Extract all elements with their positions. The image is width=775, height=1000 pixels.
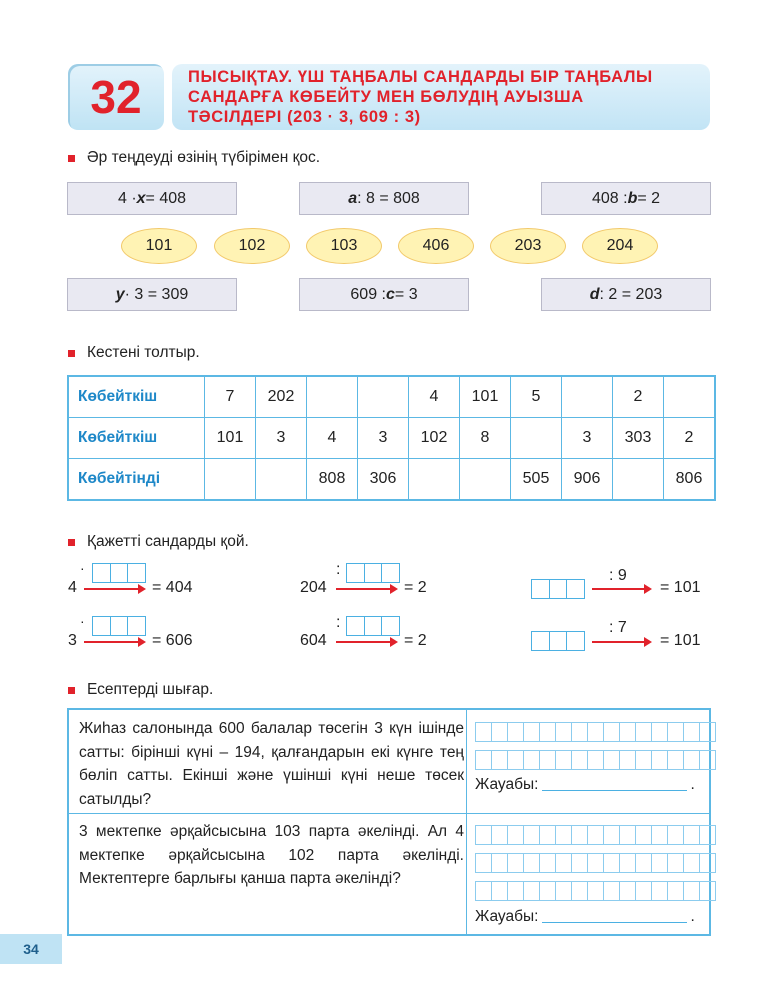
- table-cell: 5: [511, 376, 562, 418]
- answer-dot: .: [690, 776, 695, 793]
- grid-cell[interactable]: [635, 750, 652, 770]
- grid-cell[interactable]: [683, 881, 700, 901]
- answer-box[interactable]: [110, 616, 129, 636]
- arrow-task-start: 3: [68, 632, 77, 649]
- empty-cell[interactable]: [358, 376, 409, 418]
- grid-cell[interactable]: [635, 853, 652, 873]
- solution-grid-row[interactable]: [475, 881, 715, 901]
- answer-box[interactable]: [127, 616, 146, 636]
- arrow-task-op: : 7: [609, 619, 627, 636]
- grid-cell[interactable]: [603, 853, 620, 873]
- grid-cell[interactable]: [651, 881, 668, 901]
- table-cell: 808: [307, 459, 358, 501]
- grid-cell[interactable]: [507, 750, 524, 770]
- empty-cell[interactable]: [205, 459, 256, 501]
- grid-cell[interactable]: [571, 853, 588, 873]
- arrow-icon: [84, 641, 144, 643]
- solution-grid-row[interactable]: [475, 853, 715, 873]
- empty-cell[interactable]: [307, 376, 358, 418]
- answer-box[interactable]: [110, 563, 129, 583]
- table-cell: 2: [664, 418, 716, 459]
- grid-cell[interactable]: [539, 853, 556, 873]
- eq-part: · 3 = 309: [124, 285, 189, 303]
- grid-cell[interactable]: [555, 881, 572, 901]
- arrow-task-result: = 101: [660, 632, 701, 649]
- eq-part: = 408: [145, 189, 187, 207]
- answer-box[interactable]: [549, 579, 568, 599]
- task4-instruction-text: Есептерді шығар.: [87, 681, 214, 698]
- answer-box[interactable]: [127, 563, 146, 583]
- grid-cell[interactable]: [523, 722, 540, 742]
- grid-cell[interactable]: [523, 881, 540, 901]
- grid-cell[interactable]: [507, 722, 524, 742]
- task1-instruction-text: Әр теңдеуді өзінің түбірімен қос.: [87, 149, 321, 166]
- answer-box[interactable]: [92, 563, 111, 583]
- arrow-task-start: 4: [68, 579, 77, 596]
- grid-cell[interactable]: [571, 881, 588, 901]
- grid-cell[interactable]: [507, 825, 524, 845]
- grid-cell[interactable]: [587, 825, 604, 845]
- grid-cell[interactable]: [539, 825, 556, 845]
- grid-cell[interactable]: [555, 722, 572, 742]
- grid-cell[interactable]: [651, 750, 668, 770]
- eq-part: 4 ·: [117, 189, 137, 207]
- grid-cell[interactable]: [475, 722, 492, 742]
- grid-cell[interactable]: [491, 825, 508, 845]
- grid-cell[interactable]: [667, 853, 684, 873]
- table-cell: 202: [256, 376, 307, 418]
- equation-a[interactable]: [299, 182, 469, 215]
- answer-box[interactable]: [92, 616, 111, 636]
- root-oval[interactable]: 102: [214, 228, 290, 264]
- task3-instruction-text: Қажетті сандарды қой.: [87, 533, 249, 550]
- grid-cell[interactable]: [587, 722, 604, 742]
- table-row: [68, 376, 715, 418]
- grid-cell[interactable]: [667, 750, 684, 770]
- row-label: Көбейткіш: [68, 418, 205, 459]
- answer-boxes[interactable]: [92, 616, 145, 636]
- title-line-3: ТӘСІЛДЕРІ (203 · 3, 609 : 3): [188, 108, 421, 126]
- grid-cell[interactable]: [587, 853, 604, 873]
- answer-box[interactable]: [531, 631, 550, 651]
- grid-cell[interactable]: [603, 722, 620, 742]
- root-oval[interactable]: 406: [398, 228, 474, 264]
- grid-cell[interactable]: [699, 853, 716, 873]
- grid-cell[interactable]: [555, 853, 572, 873]
- grid-cell[interactable]: [555, 825, 572, 845]
- arrow-icon: [336, 641, 396, 643]
- root-oval[interactable]: 101: [121, 228, 197, 264]
- grid-cell[interactable]: [539, 881, 556, 901]
- answer-boxes[interactable]: [346, 563, 399, 583]
- eq-variable: y: [115, 285, 125, 303]
- multiplication-table: [67, 375, 716, 501]
- grid-cell[interactable]: [475, 825, 492, 845]
- table-cell: 7: [205, 376, 256, 418]
- table-cell: 101: [460, 376, 511, 418]
- grid-cell[interactable]: [619, 722, 636, 742]
- answer-dot: .: [690, 908, 695, 925]
- table-cell: 303: [613, 418, 664, 459]
- equation-b[interactable]: [541, 182, 711, 215]
- table-row: [68, 459, 715, 501]
- arrow-task-op: :: [336, 561, 341, 578]
- answer-box[interactable]: [531, 579, 550, 599]
- eq-part: 609 :: [350, 285, 386, 303]
- grid-cell[interactable]: [651, 825, 668, 845]
- arrow-task-result: = 2: [404, 579, 427, 596]
- empty-cell[interactable]: [256, 459, 307, 501]
- equation-y[interactable]: [67, 278, 237, 311]
- arrow-task-start: 604: [300, 632, 327, 649]
- table-cell: 2: [613, 376, 664, 418]
- grid-cell[interactable]: [475, 853, 492, 873]
- empty-cell[interactable]: [409, 459, 460, 501]
- lesson-number: 32: [90, 71, 142, 123]
- bullet-icon: [68, 350, 75, 357]
- grid-cell[interactable]: [507, 853, 524, 873]
- answer-box[interactable]: [364, 563, 383, 583]
- equation-c[interactable]: [299, 278, 469, 311]
- arrow-task-op: ·: [80, 613, 85, 629]
- grid-cell[interactable]: [603, 825, 620, 845]
- answer-blank[interactable]: [542, 922, 687, 923]
- eq-variable: b: [627, 189, 638, 207]
- grid-cell[interactable]: [683, 722, 700, 742]
- page-number: 34: [0, 934, 62, 964]
- grid-cell[interactable]: [491, 722, 508, 742]
- arrow-task-op: ·: [80, 560, 85, 576]
- grid-cell[interactable]: [587, 750, 604, 770]
- title-line-2: САНДАРҒА КӨБЕЙТУ МЕН БӨЛУДІҢ АУЫЗША: [188, 88, 584, 106]
- bullet-icon: [68, 155, 75, 162]
- empty-cell[interactable]: [613, 459, 664, 501]
- table-cell: 101: [205, 418, 256, 459]
- answer-box[interactable]: [381, 616, 400, 636]
- grid-cell[interactable]: [555, 750, 572, 770]
- table-row: [68, 418, 715, 459]
- row-label: Көбейткіш: [68, 376, 205, 418]
- answer-label: Жауабы:: [475, 908, 539, 925]
- empty-cell[interactable]: [511, 418, 562, 459]
- empty-cell[interactable]: [664, 376, 716, 418]
- problem-2-text: 3 мектепке әрқайсысына 103 парта әкелінді. Ал 4 мектепке әрқайсысына 102 парта әкелінді. Мектептерге барлығы қанша парта әкелінді?: [79, 823, 464, 887]
- grid-cell[interactable]: [491, 881, 508, 901]
- task1-instruction: [68, 149, 320, 167]
- answer-boxes[interactable]: [531, 631, 584, 651]
- answer-boxes[interactable]: [531, 579, 584, 599]
- table-cell: 102: [409, 418, 460, 459]
- arrow-task-result: = 101: [660, 579, 701, 596]
- grid-cell[interactable]: [683, 750, 700, 770]
- eq-variable: a: [348, 189, 358, 207]
- table-cell: 806: [664, 459, 716, 501]
- empty-cell[interactable]: [562, 376, 613, 418]
- grid-cell[interactable]: [539, 750, 556, 770]
- grid-cell[interactable]: [523, 825, 540, 845]
- grid-cell[interactable]: [635, 722, 652, 742]
- task2-instruction: [68, 344, 200, 362]
- eq-variable: d: [589, 285, 600, 303]
- arrow-task-result: = 2: [404, 632, 427, 649]
- grid-cell[interactable]: [699, 750, 716, 770]
- grid-cell[interactable]: [683, 825, 700, 845]
- solution-grid-row[interactable]: [475, 750, 715, 770]
- answer-box[interactable]: [566, 631, 585, 651]
- arrow-icon: [84, 588, 144, 590]
- table-cell: 3: [358, 418, 409, 459]
- grid-cell[interactable]: [651, 722, 668, 742]
- problem-1-text: Жиһаз салонында 600 балалар төсегін 3 күн ішінде сатты: бірінші күні – 194, қалғандарын екі күнге тең бөліп сатты. Екінші және үшінші күні неше төсек сатылды?: [79, 720, 464, 808]
- grid-cell[interactable]: [507, 881, 524, 901]
- grid-cell[interactable]: [635, 825, 652, 845]
- grid-cell[interactable]: [619, 750, 636, 770]
- grid-cell[interactable]: [667, 722, 684, 742]
- arrow-task-op: : 9: [609, 567, 627, 584]
- table-cell: 906: [562, 459, 613, 501]
- eq-part: = 2: [637, 189, 661, 207]
- grid-cell[interactable]: [603, 881, 620, 901]
- answer-box[interactable]: [346, 616, 365, 636]
- table-cell: 4: [307, 418, 358, 459]
- grid-cell[interactable]: [523, 853, 540, 873]
- grid-cell[interactable]: [667, 881, 684, 901]
- root-oval[interactable]: 203: [490, 228, 566, 264]
- solution-grid-row[interactable]: [475, 722, 715, 742]
- answer-boxes[interactable]: [346, 616, 399, 636]
- grid-cell[interactable]: [491, 750, 508, 770]
- eq-part: = 3: [394, 285, 418, 303]
- grid-cell[interactable]: [491, 853, 508, 873]
- row-label: Көбейтінді: [68, 459, 205, 501]
- root-oval[interactable]: 204: [582, 228, 658, 264]
- eq-part: : 2 = 203: [599, 285, 663, 303]
- row-divider: [69, 813, 709, 814]
- grid-cell[interactable]: [651, 853, 668, 873]
- grid-cell[interactable]: [475, 750, 492, 770]
- grid-cell[interactable]: [571, 750, 588, 770]
- grid-cell[interactable]: [587, 881, 604, 901]
- arrow-icon: [592, 588, 650, 590]
- table-cell: 3: [256, 418, 307, 459]
- task2-instruction-text: Кестені толтыр.: [87, 344, 200, 361]
- answer-box[interactable]: [346, 563, 365, 583]
- table-cell: 8: [460, 418, 511, 459]
- answer-box[interactable]: [566, 579, 585, 599]
- table-cell: 306: [358, 459, 409, 501]
- grid-cell[interactable]: [699, 825, 716, 845]
- answer-blank[interactable]: [542, 790, 687, 791]
- title-line-1: ПЫСЫҚТАУ. ҮШ ТАҢБАЛЫ САНДАРДЫ БІР ТАҢБАЛЫ: [188, 68, 653, 86]
- arrow-task-result: = 404: [152, 579, 193, 596]
- lesson-number-badge: [68, 64, 164, 130]
- task4-instruction: [68, 681, 213, 699]
- table-cell: 505: [511, 459, 562, 501]
- bullet-icon: [68, 687, 75, 694]
- task3-instruction: [68, 533, 249, 551]
- grid-cell[interactable]: [699, 881, 716, 901]
- table-cell: 3: [562, 418, 613, 459]
- grid-cell[interactable]: [603, 750, 620, 770]
- lesson-title-box: [172, 64, 710, 130]
- equation-x[interactable]: [67, 182, 237, 215]
- answer-box[interactable]: [381, 563, 400, 583]
- answer-label: Жауабы:: [475, 776, 539, 793]
- problems-box: [67, 708, 711, 936]
- eq-variable: c: [386, 285, 395, 303]
- arrow-task-op: :: [336, 614, 341, 631]
- grid-cell[interactable]: [699, 722, 716, 742]
- answer-boxes[interactable]: [92, 563, 145, 583]
- grid-cell[interactable]: [619, 825, 636, 845]
- answer-line[interactable]: [475, 776, 695, 794]
- grid-cell[interactable]: [619, 853, 636, 873]
- arrow-task-start: 204: [300, 579, 327, 596]
- grid-cell[interactable]: [667, 825, 684, 845]
- grid-cell[interactable]: [635, 881, 652, 901]
- grid-cell[interactable]: [571, 722, 588, 742]
- eq-variable: x: [136, 189, 146, 207]
- arrow-icon: [336, 588, 396, 590]
- grid-cell[interactable]: [523, 750, 540, 770]
- grid-cell[interactable]: [683, 853, 700, 873]
- grid-cell[interactable]: [571, 825, 588, 845]
- answer-line[interactable]: [475, 908, 695, 926]
- eq-part: : 8 = 808: [357, 189, 420, 207]
- equation-d[interactable]: [541, 278, 711, 311]
- grid-cell[interactable]: [475, 881, 492, 901]
- arrow-task-result: = 606: [152, 632, 193, 649]
- eq-part: 408 :: [591, 189, 628, 207]
- answer-box[interactable]: [549, 631, 568, 651]
- grid-cell[interactable]: [619, 881, 636, 901]
- column-divider: [466, 710, 467, 934]
- solution-grid-row[interactable]: [475, 825, 715, 845]
- empty-cell[interactable]: [460, 459, 511, 501]
- answer-box[interactable]: [364, 616, 383, 636]
- root-oval[interactable]: 103: [306, 228, 382, 264]
- table-cell: 4: [409, 376, 460, 418]
- arrow-icon: [592, 641, 650, 643]
- bullet-icon: [68, 539, 75, 546]
- grid-cell[interactable]: [539, 722, 556, 742]
